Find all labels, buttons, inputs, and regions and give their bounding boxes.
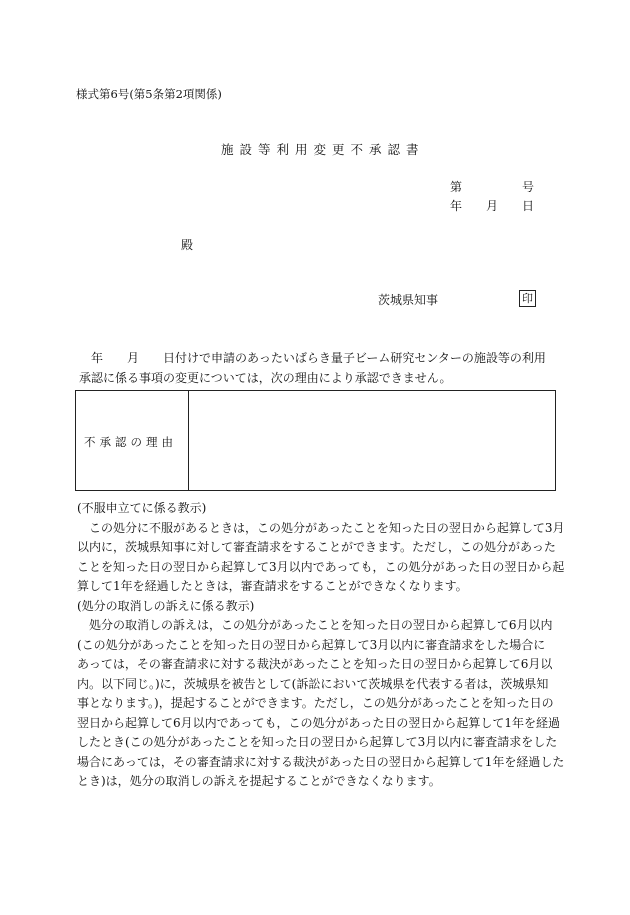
- seal-stamp: 印: [519, 290, 536, 307]
- instructions-section: [77, 499, 567, 792]
- date-year-label: 年: [450, 199, 463, 213]
- instructions-heading: (不服申立てに係る教示): [77, 501, 207, 515]
- addressee-honorific: 殿: [181, 238, 194, 252]
- instructions-line: ことを知った日の翌日から起算して3月以内であっても，この処分があった日の翌日から起: [77, 559, 565, 574]
- instructions-line: したとき(この処分があったことを知った日の翌日から起算して3月以内に審査請求をした: [77, 735, 558, 749]
- instructions-heading: (処分の取消しの訴えに係る教示): [77, 598, 255, 613]
- reason-label-cell: [76, 391, 189, 490]
- document-title: 施設等利用変更不承認書: [221, 142, 425, 157]
- instructions-line: 場合にあっては，その審査請求に対する裁決があった日の翌日から起算して1年を経過した: [77, 754, 565, 769]
- reference-number-suffix: 号: [522, 180, 535, 194]
- reason-content-cell: [189, 391, 555, 490]
- instructions-line: (この処分があったことを知った日の翌日から起算して3月以内に審査請求をした場合に: [77, 637, 546, 652]
- issuer-name: 茨城県知事: [378, 293, 439, 307]
- date-day-label: 日: [522, 199, 535, 213]
- date-month-label: 月: [486, 199, 499, 213]
- notice-line: 年 月 日付けで申請のあったいばらき量子ビーム研究センターの施設等の利用: [79, 351, 546, 365]
- instructions-line: 翌日から起算して6月以内であっても，この処分があった日の翌日から起算して1年を経過: [77, 715, 561, 730]
- form-number: 様式第6号(第5条第2項関係): [76, 87, 222, 101]
- reason-label: 不承認の理由: [84, 435, 177, 449]
- instructions-line: とき)は，処分の取消しの訴えを提起することができなくなります。: [77, 774, 441, 788]
- instructions-line: 以内に，茨城県知事に対して審査請求をすることができます。ただし，この処分があった: [77, 540, 556, 554]
- notice-line: 承認に係る事項の変更については，次の理由により承認できません。: [79, 370, 452, 385]
- instructions-line: 内。以下同じ。)に，茨城県を被告として(訴訟において茨城県を代表する者は，茨城県知: [77, 676, 549, 691]
- instructions-line: 処分の取消しの訴えは，この処分があったことを知った日の翌日から起算して6月以内: [77, 618, 553, 632]
- instructions-line: 事となります。)，提起することができます。ただし，この処分があったことを知った日の: [77, 696, 554, 710]
- instructions-line: この処分に不服があるときは，この処分があったことを知った日の翌日から起算して3月: [77, 520, 565, 535]
- notice-paragraph: [79, 349, 569, 388]
- instructions-line: 算して1年を経過したときは，審査請求をすることができなくなります。: [77, 579, 468, 593]
- reason-table: [75, 390, 556, 491]
- reference-number-label: 第: [450, 180, 463, 194]
- instructions-line: あっては，その審査請求に対する裁決があったことを知った日の翌日から起算して6月以: [77, 657, 553, 671]
